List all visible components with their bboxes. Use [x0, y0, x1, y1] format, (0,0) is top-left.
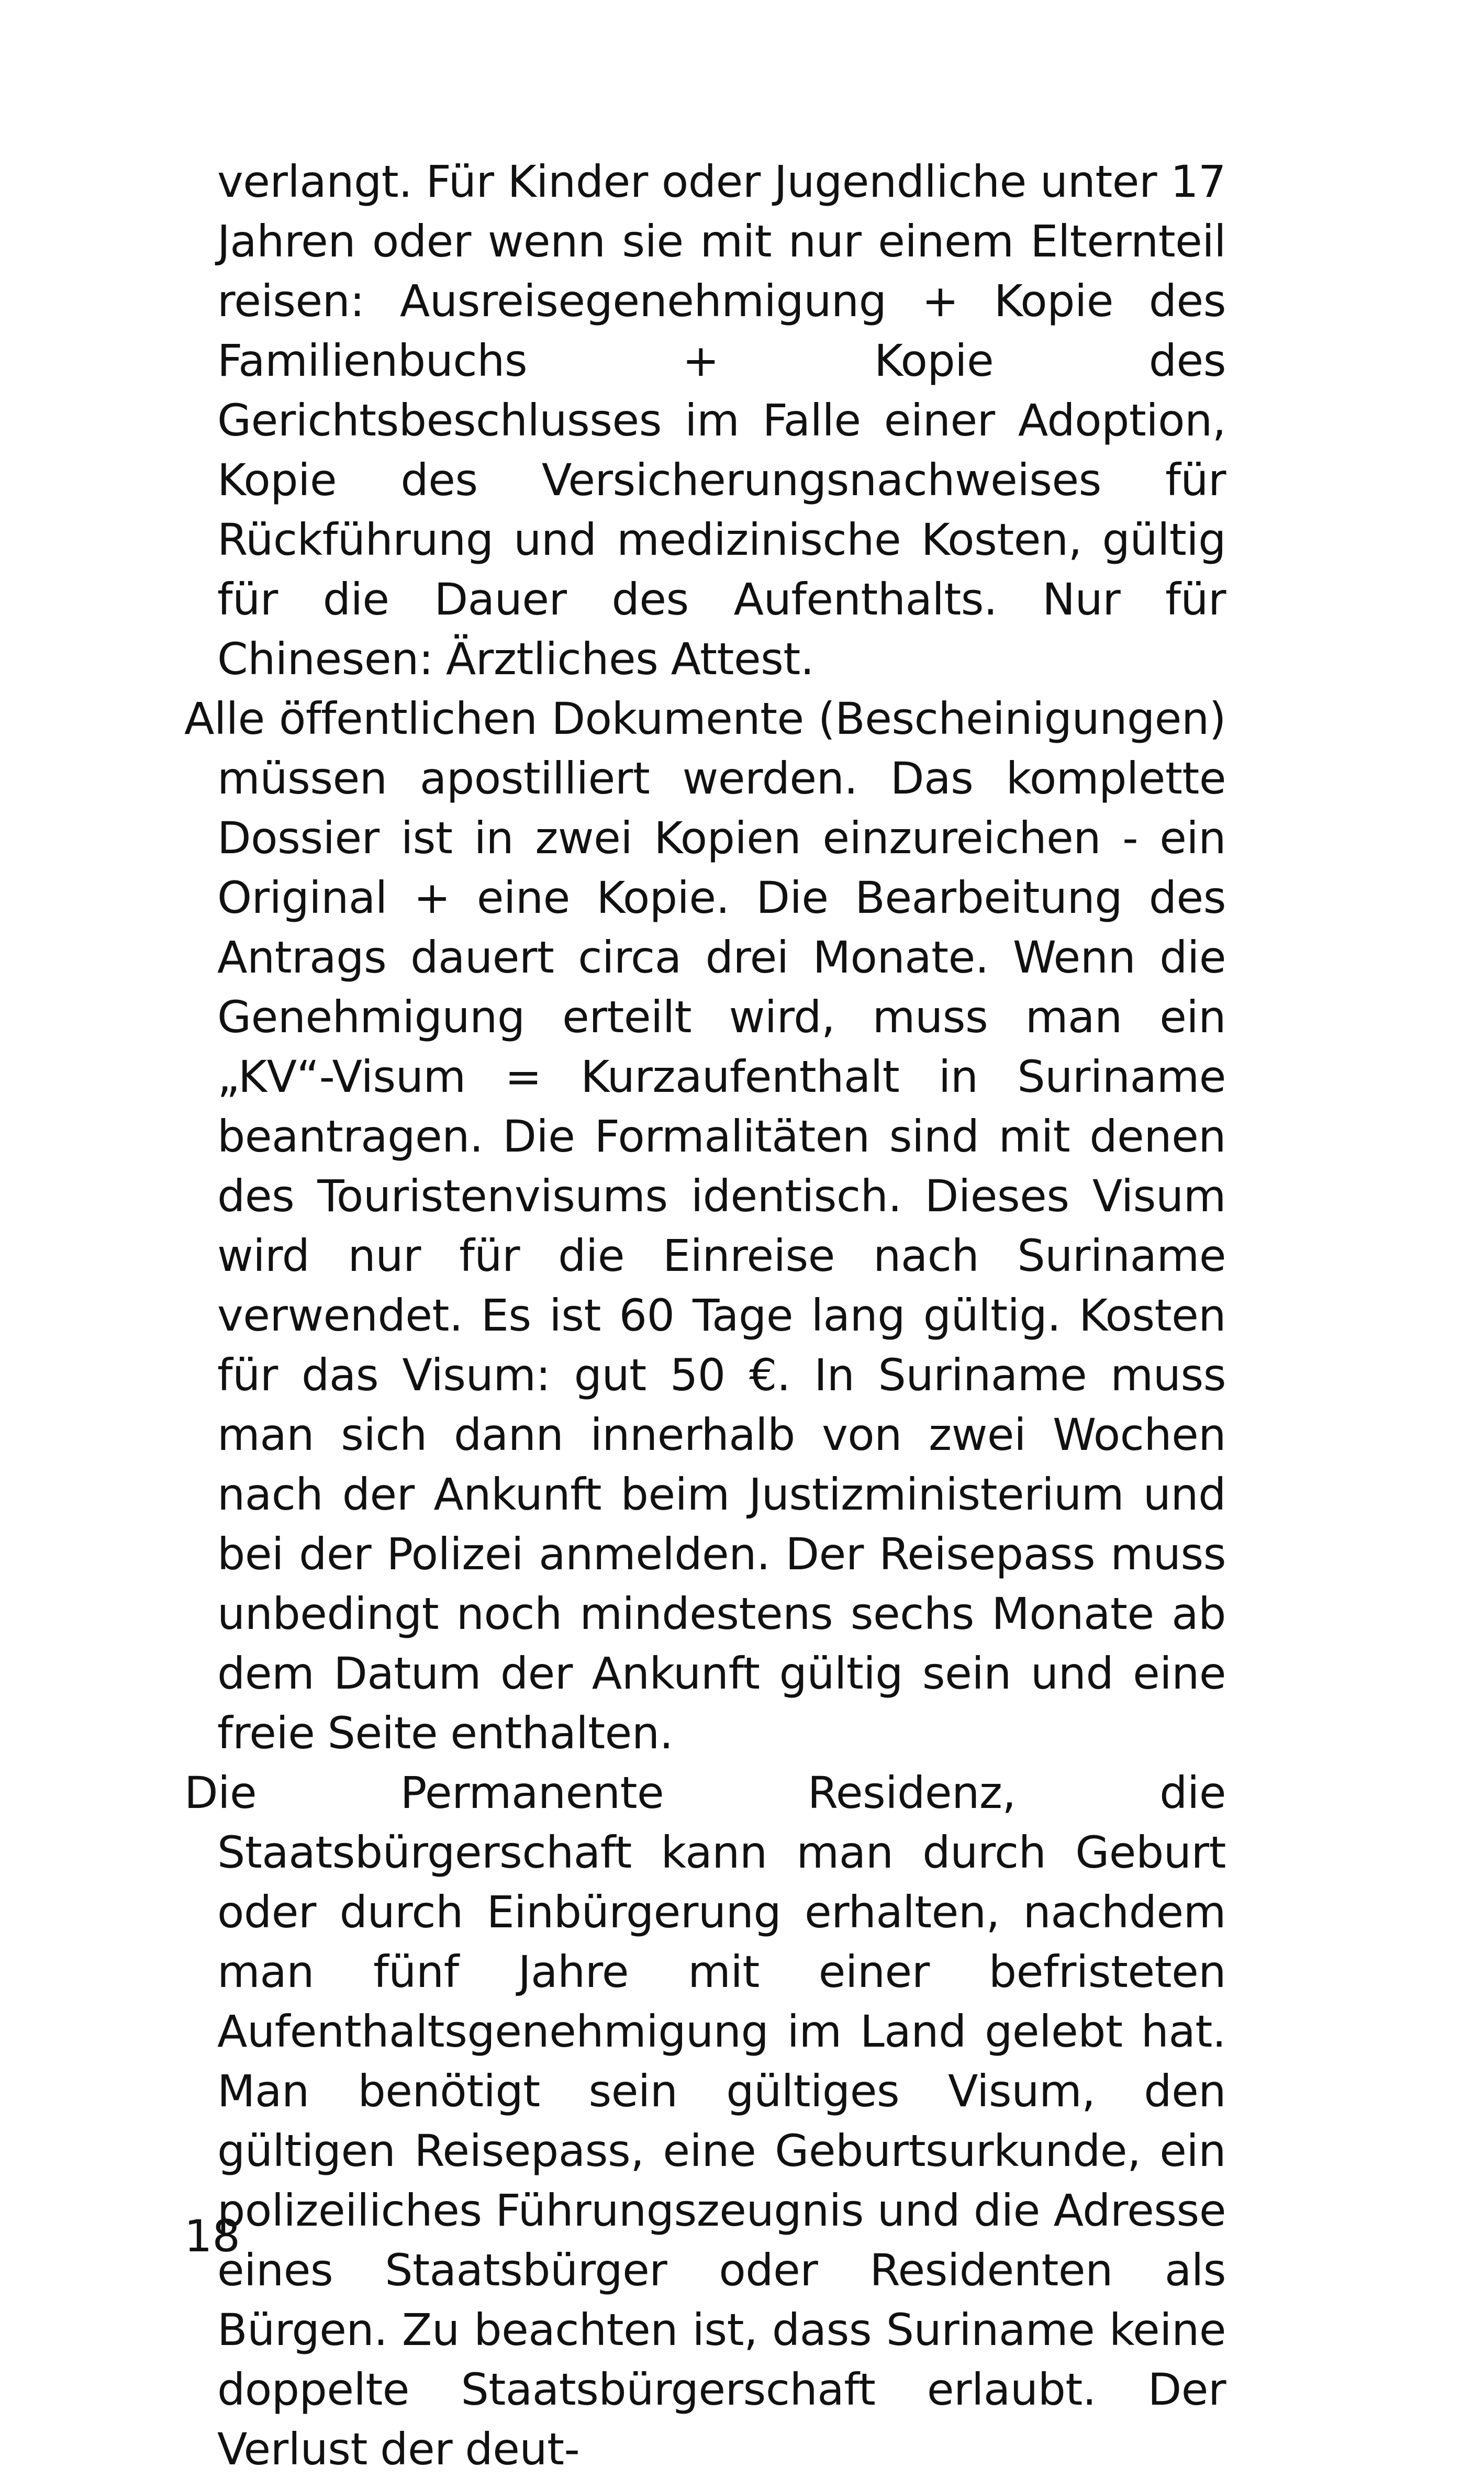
paragraph-continued: verlangt. Für Kinder oder Jugendliche unter 17 Jahren oder wenn sie mit nur einem Elternteil reisen: Ausreisegenehmigung + Kopie des Familienbuchs + Kopie des Gerichtsbeschlusses im Falle einer Adoption, Kopie des Versicherungsnachweises für Rückführung und medizinische Kosten, gültig für die Dauer des Aufenthalts. Nur für Chinesen: Ärztliches Attest.	[217, 156, 1226, 685]
paragraph-apostille: Alle öffentlichen Dokumente (Bescheinigungen) müssen apostilliert werden. Das komplette Dossier ist in zwei Kopien einzureichen - ein Original + eine Kopie. Die Bearbeitung des Antrags dauert circa drei Monate. Wenn die Genehmigung erteilt wird, muss man ein „KV“-Visum = Kurzaufenthalt in Suriname beantragen. Die Formalitäten sind mit denen des Touristenvisums identisch. Dieses Visum wird nur für die Einreise nach Suriname verwendet. Es ist 60 Tage lang gültig. Kosten für das Visum: gut 50 €. In Suriname muss man sich dann innerhalb von zwei Wochen nach der Ankunft beim Justizministerium und bei der Polizei anmelden. Der Reisepass muss unbedingt noch mindestens sechs Monate ab dem Datum der Ankunft gültig sein und eine freie Seite enthalten.	[184, 693, 1226, 1759]
page-number: 18	[184, 2210, 240, 2262]
paragraph-permanent-residence: Die Permanente Residenz, die Staatsbürgerschaft kann man durch Geburt oder durch Einbürgerung erhalten, nachdem man fünf Jahre mit einer befristeten Aufenthaltsgenehmigung im Land gelebt hat. Man benötigt sein gültiges Visum, den gültigen Reisepass, eine Geburtsurkunde, ein polizeiliches Führungszeugnis und die Adresse eines Staatsbürger oder Residenten als Bürgen. Zu beachten ist, dass Suriname keine doppelte Staatsbürgerschaft erlaubt. Der Verlust der deut-	[184, 1767, 1226, 2475]
body-text	[184, 152, 1226, 2479]
